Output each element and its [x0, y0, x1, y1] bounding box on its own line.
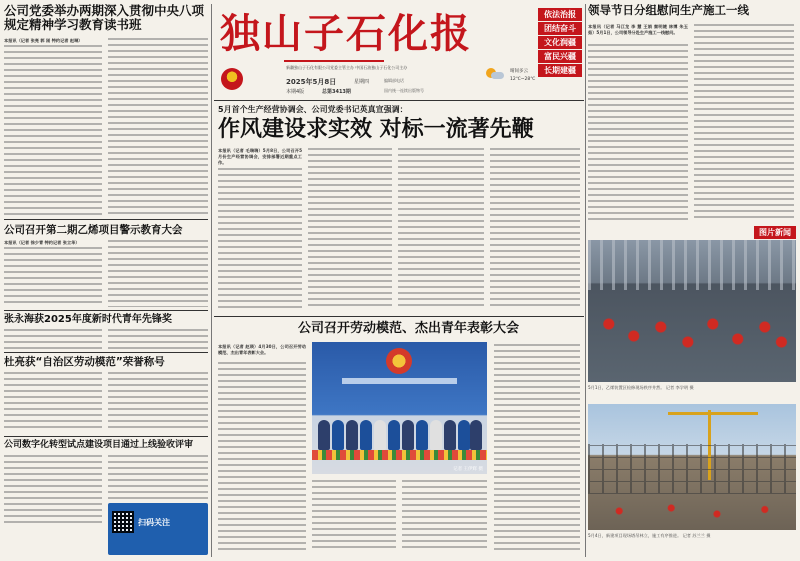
issue-label: 本期4版 [286, 89, 305, 95]
qr-code-icon [112, 511, 134, 533]
right-photo-2[interactable] [588, 404, 796, 530]
right-body-b [694, 24, 794, 222]
story3-body-b [108, 329, 208, 349]
story5-body-a [4, 455, 102, 525]
story1-body-a [4, 45, 102, 215]
story1-body-b [108, 38, 208, 215]
meeting-body-1 [218, 362, 306, 552]
weather-text: 晴间多云 [510, 69, 528, 74]
story5-body-b [108, 455, 208, 499]
pipes [588, 240, 796, 290]
meeting-body-4 [494, 344, 580, 552]
story4-body-a [4, 372, 102, 432]
slogan-4: 富民兴疆 [538, 50, 582, 63]
masthead [214, 2, 584, 98]
right-photo-1[interactable] [588, 240, 796, 382]
meeting-lead: 本报讯（记者 赵瑛）4月30日，公司召开劳动模范、杰出青年表彰大会。 [218, 344, 306, 356]
right-story-lead: 本报讯（记者 马江龙 李 慧 王娟 秦明婕 林博 朱玉茹）5月1日，公司领导分赴生产施工一线慰问。 [588, 24, 688, 36]
story2-body-a [4, 247, 102, 307]
meeting-photo[interactable] [312, 342, 487, 474]
column-divider-left [211, 4, 212, 557]
slogan-stack [538, 8, 582, 78]
slogan-2: 团结奋斗 [538, 22, 582, 35]
main-lead: 本报讯（记者 毛瑞瑞）5月8日，公司召开5月份生产经营协调会，安排部署近期重点工作。 [218, 148, 302, 166]
story4-title[interactable]: 杜亮获“自治区劳动模范”荣誉称号 [4, 356, 165, 368]
slogan-1: 依法治报 [538, 8, 582, 21]
story2-lead: 本报讯（记者 徐少青 特约记者 张立华） [4, 240, 80, 245]
story1-lead: 本报讯（记者 张亮 郭 刚 特约记者 赵琳） [4, 38, 83, 43]
column-divider-right [585, 4, 586, 557]
photo-news-label: 图片新闻 [754, 226, 796, 239]
meeting-body-3 [402, 480, 487, 552]
right-column [588, 4, 796, 557]
masthead-contact: 编辑部电话 [384, 78, 404, 83]
main-title[interactable]: 作风建设求实效 对标一流著先鞭 [218, 117, 534, 142]
slogan-3: 文化润疆 [538, 36, 582, 49]
story3-body-a [4, 329, 102, 349]
main-body-3 [398, 148, 484, 310]
stage-banner [342, 378, 457, 384]
uyghur-title-line [284, 54, 384, 62]
weekday: 星期四 [354, 79, 370, 85]
right-caption-2: 5月4日，新建项目现场塔吊林立，施工有序推进。 记者 苏兰兰 摄 [588, 533, 711, 538]
meeting-body-2 [312, 480, 396, 552]
stage-emblem-icon [386, 348, 412, 374]
main-body-1 [218, 168, 302, 310]
company-logo-icon [221, 68, 243, 90]
award-group [318, 398, 482, 450]
story2-body-b [108, 240, 208, 307]
weather-sun-icon [486, 68, 504, 80]
date-label: 2025年5月8日 [286, 78, 337, 86]
main-subhead: 5月首个生产经营协调会、公司党委书记英真宣强调： [218, 105, 408, 114]
site-workers [588, 496, 796, 526]
story3-title[interactable]: 张永海获2025年度新时代青年先锋奖 [4, 314, 172, 325]
main-body-2 [308, 148, 392, 310]
publisher-line: 新疆独山子石化有限公司党委主管主办 中国石油独山子石化公司主办 [286, 65, 408, 70]
qr-banner-text: 扫码关注 [138, 518, 170, 527]
center-column [214, 100, 584, 557]
cn-number: 国内统一连续出版物号 [384, 88, 424, 93]
photo-caption: 记者 王伊辉 摄 [453, 467, 483, 472]
weather-temp: 12℃~28℃ [510, 77, 536, 82]
story2-title[interactable]: 公司召开第二期乙烯项目警示教育大会 [4, 224, 183, 236]
story1-title[interactable]: 公司党委举办两期深入贯彻中央八项规定精神学习教育读书班 [4, 4, 205, 33]
total-issue: 总第3413期 [322, 89, 351, 95]
left-column [4, 4, 210, 557]
qr-banner[interactable] [108, 503, 208, 555]
right-caption-1: 5月1日，乙烯装置区检修现场秩序井然。 记者 李学明 摄 [588, 385, 694, 390]
steel-frames [588, 444, 796, 494]
story5-title[interactable]: 公司数字化转型试点建设项目通过上线验收评审 [4, 440, 194, 450]
workers-group [588, 300, 796, 360]
main-body-4 [490, 148, 580, 310]
stage-flowers [312, 450, 487, 460]
right-story-title[interactable]: 领导节日分组慰问生产施工一线 [588, 4, 749, 17]
story4-body-b [108, 372, 208, 432]
crane-arm [668, 412, 758, 415]
meeting-title[interactable]: 公司召开劳动模范、杰出青年表彰大会 [298, 321, 520, 336]
masthead-title: 独山子石化报 [220, 10, 472, 57]
slogan-5: 长期建疆 [538, 64, 582, 77]
right-body-a [588, 44, 688, 222]
